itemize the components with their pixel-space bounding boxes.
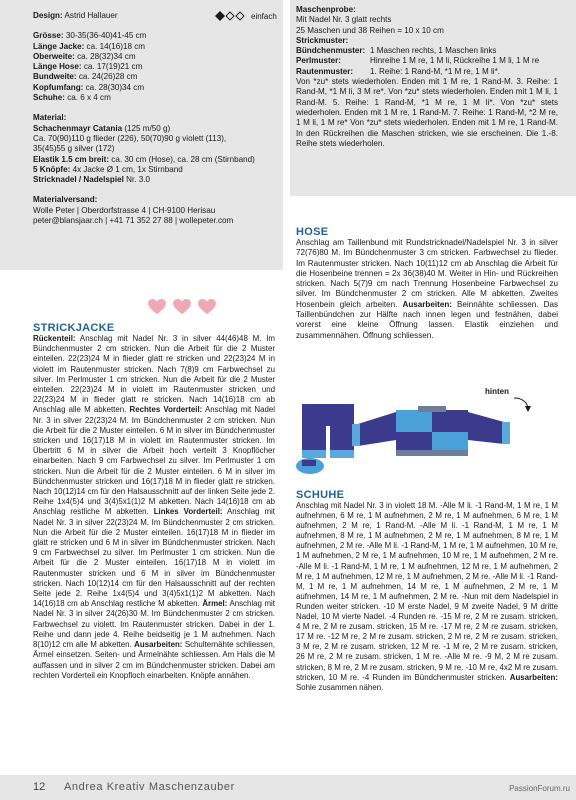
material-line3: 35(45)55 g silver (172) [33, 144, 115, 154]
raute-row [296, 67, 558, 77]
probe-title: Maschenprobe: [296, 5, 356, 14]
size-label: Länge Hose: [33, 62, 82, 72]
raute-text: Von *zu* stets wiederholen. Enden mit 1 M re, 1 Rand-M. 3. Reihe: 1 Rand-M, *1 M li, 3 M re*. Von *zu* stets wiederholen. Enden mit 1 M li, 1 Rand-M. 5. Reihe: 1 Rand-M, *1 M re, 1 M li*. Von *zu* stets wiederholen. Enden mit 1 M re, 1 Rand-M. 7. Reihe: 1 Rand-M, *2 M re, 1 M li, 1 M re* Von *zu* stets wiederholen. Enden mit 1 M re, 1 Rand-M. In den Rückreihen die Maschen stricken, wie sie erscheinen. Die 1.-8. Reihe stets wiederholen. [296, 77, 558, 148]
size-label: Bundweite: [33, 72, 77, 82]
aermel-label: Ärmel: [202, 599, 228, 609]
size-row [33, 42, 275, 52]
buendchen-label: Bündchenmuster: [296, 46, 366, 56]
perl-value: Hinreihe 1 M re, 1 M li, Rückreihe 1 M li, 1 M re [370, 56, 540, 66]
difficulty-diamonds-icon [215, 11, 245, 21]
probe-line2: 25 Maschen und 38 Reihen = 10 x 10 cm [296, 25, 444, 35]
aermel-text: Anschlag mit Nadel Nr. 3 in silver 24(26)30 M. Im Bündchenmuster 2 cm stricken. Farbwechsel zu violett. Im Rautenmuster stricken. Dabei in der 1. Reihe und dann jede 4. Reihe beidseitig je 1 M aufnehmen. Nach 8(10)12 cm alle M abketten. [33, 599, 275, 650]
nadel-text: Nr. 3.0 [123, 175, 150, 185]
size-row [33, 93, 275, 103]
strickmuster-title: Strickmuster: [296, 35, 349, 45]
versand-line2: peter@blansjaar.ch | +41 71 352 27 88 | wollepeter.com [33, 216, 234, 226]
size-row [33, 52, 275, 62]
material-yarn: Schachenmayr Catania [33, 123, 123, 133]
page-number: 12 [33, 781, 46, 793]
knoepfe-text: 4x Jacke Ø 1 cm, 1x Stirnband [70, 164, 183, 174]
design-value: Astrid Hallauer [64, 11, 118, 20]
knitted-set-photo [292, 394, 568, 480]
raute-value: 1. Reihe: 1 Rand-M, *1 M re, 1 M li*. [370, 66, 500, 76]
schuhe-text: Anschlag mit Nadel Nr. 3 in violett 18 M. -Alle M li. -1 Rand-M, 1 M re, 1 M aufnehmen, 6 M re, 1 M aufnehmen, 2 M re, 1 M aufnehmen, 6 M re, 1 M aufnehmen, 2 M re, 1 Rand-M. -Alle M li. -1 Rand-M, 1 M re, 1 M aufnehmen, 8 M re, 1 M aufnehmen, 2 M re, 1 M aufnehmen, 8 M re, 1 M aufnehmen, 2 M re. -Alle M li. -1 Rand-M, 1 M re, 1 M aufnehmen, 10 M re, 1 M aufnehmen, 2 M re, 1 M aufnehmen, 10 M re, 1 M aufnehmen, 2 M re. -Alle M li. -1 Rand-M, 1 M re, 1 M aufnehmen, 12 M re, 1 M aufnehmen, 2 M re, 1 M aufnehmen, 12 M re, 1 M aufnehmen, 2 M re. -Alle M li. -1 Rand-M, 1 M re, 1 M aufnehmen, 14 M re, 1 M aufnehmen, 2 M re, 1 M aufnehmen, 14 M re, 1 M aufnehmen, 2 M re. -Nun mit dem Nadelspiel in Runden weiter stricken. -10 M erste Nadel, 9 M zweite Nadel, 9 M dritte Nadel, 10 M vierte Nadel. -4 Runden re. -15 M re, 2 M re zusam. stricken, 4 M re, 2 M re zusam. stricken, 15 M re. -17 M re, 2 M re zusam. stricken, 17 M re. -12 M re, 2 M re zusam. stricken, 2 M re, 2 M re zusam. stricken, 3 M re, 2 M re zusam. stricken, 12 M re. -1 M re, 2 M re zusam. stricken, 26 M re, 2 M re zusam. stricken, 1 M re. -Alle M re. -9 M, 2 M re zusam. stricken, 8 M re, 2 M re zusam. stricken, 9 M re. -10 M re, 4x2 M re zusam. stricken, 10 M re. -4 Runden im Bündchenmuster stricken. [296, 501, 558, 682]
heart-ornament [148, 299, 216, 315]
schuhe-section [296, 489, 558, 693]
heart-icon [173, 299, 191, 315]
linkes-vorderteil-text: Anschlag mit Nadel Nr. 3 in silver 22(23)24 M. Im Bündchenmuster 2 cm stricken. Nun die Arbeit für die 2 Muster einteilen. 16(17)18 M in flieder im glatt re stricken und 6 M in silver im Bündchenmuster stricken. Nach 9 cm Farbwechsel zu silver. Im Perlmuster 1 cm stricken. Nun die Arbeit für die 2 Muster einteilen. 16(17)18 M in violett im Rautenmuster stricken und 6 M in silver im Bündchenmuster stricken. Nach 10(12)14 cm für den Halsausschnitt auf der rechten Seite jede 2. Reihe 1x4(5)4 und 3(4)5x1(1)2 M abketten. Nach 14(16)18 cm ab Anschlag restliche M abketten. [33, 507, 275, 609]
elastik-text: ca. 30 cm (Hose), ca. 28 cm (Stirnband) [109, 154, 255, 164]
ausarbeiten-label: Ausarbeiten: [134, 640, 183, 650]
versand-title: Materialversand: [33, 195, 98, 205]
size-value: 30-35(36-40)41-45 cm [65, 31, 147, 41]
perl-label: Perlmuster: [296, 56, 341, 66]
watermark: PassionForum.ru [509, 784, 570, 793]
heart-icon [148, 299, 166, 315]
material-title: Material: [33, 113, 67, 123]
difficulty-label: einfach [251, 11, 277, 21]
rechtes-vorderteil-label: Rechtes Vorderteil: [129, 405, 203, 415]
linkes-vorderteil-label: Linkes Vorderteil: [153, 507, 223, 517]
schuhe-ausarbeiten-label: Ausarbeiten: [509, 672, 558, 682]
strickjacke-section [33, 322, 275, 681]
hose-ausarbeiten-label: Ausarbeiten: [402, 299, 452, 309]
design-label: Design: [33, 11, 63, 20]
rueckenteil-text: Anschlag mit Nadel Nr. 3 in silver 44(46)48 M. Im Bündchenmuster 2 cm stricken. Nun die Arbeit für die 2 Muster einteilen. 22(23)24 M in flieder glatt re stricken und 22(23)24 M in violett im Rautenmuster stricken. Nach 7(8)9 cm Farbwechsel zu silver. Im Perlmuster 1 cm stricken. Nun die Arbeit für die 2 Muster einteilen. 22(23)24 M in violett im Rautenmuster stricken und 22(23)24 M in flieder glatt re stricken. Nach 14(16)18 cm ab Anschlag alle M abketten. [33, 334, 275, 415]
buendchen-row [296, 46, 558, 56]
perl-row [296, 56, 558, 66]
size-value: ca. 6 x 4 cm [67, 93, 111, 103]
material-yarn-rest: (125 m/50 g) [122, 123, 171, 133]
page-footer [0, 775, 576, 800]
size-label: Kopfumfang: [33, 82, 84, 92]
sizes-list [33, 31, 275, 103]
left-info [33, 11, 275, 226]
size-value: ca. 28(30)34 cm [85, 82, 145, 92]
nadel-label: Stricknadel / Nadelspiel [33, 175, 124, 185]
hose-text: Anschlag am Taillenbund mit Rundstricknadel/Nadelspiel Nr. 3 in silver 72(76)80 M. Im Bündchenmuster 3 cm stricken. Farbwechsel zu flieder. Im Rautenmuster stricken. Nach 10(11)12 cm ab Anschlag die Arbeit für die Hosenbeine trennen = 2x 36(38)40 M. Weiter in Hin- und Rückreihen stricken. Nach 5(7)9 cm nach Trennung Hosenbeine Farbwechsel zu silver. Im Bündchenmuster 2 cm stricken. Alle M abketten. Zweites Hosenbein gleich arbeiten. [296, 238, 558, 309]
knoepfe-label: 5 Knöpfe: [33, 164, 71, 174]
size-value: ca. 28(32)34 cm [77, 51, 136, 61]
ausarbeiten-text: Schulternähte schliessen, Ärmel einsetzen. Seiten- und Ärmelnähte schliessen. Am Hals die M auffassen und in silver 2 cm im Bündchenmuster stricken. Dabei am rechten Vorderteil ein Knopfloch einarbeiten. Knöpfe annähen. [33, 640, 275, 680]
size-row [33, 72, 275, 82]
difficulty-rating [215, 11, 277, 21]
size-value: ca. 24(26)28 cm [78, 72, 138, 82]
material-line2: Ca. 70(90)110 g flieder (226), 50(70)90 g violett (113), [33, 133, 227, 143]
schuhe-ausarbeiten-text: Sohle zusammen nähen. [296, 682, 384, 692]
size-value: ca. 17(19)21 cm [83, 62, 143, 72]
elastik-label: Elastik 1.5 cm breit: [33, 154, 110, 164]
size-row [33, 31, 275, 41]
rueckenteil-label: Rückenteil: [33, 334, 76, 343]
size-label: Länge Jacke: [33, 41, 85, 51]
size-row [33, 83, 275, 93]
right-info [296, 5, 558, 149]
hose-section [296, 226, 558, 341]
hose-ausarbeiten-text: Beinnähte schliessen. Das Taillenbündchen zur Hälfte nach innen legen und festnähen, dabei vorerst eine kleine Öffnung lassen. Elastik einziehen und zusammennähen. Öffnung schliessen. [296, 299, 558, 340]
schuhe-title: SCHUHE [296, 489, 345, 501]
versand-line1: Wolle Peter | Oberdorfstrasse 4 | CH-9100 Herisau [33, 205, 216, 215]
rechtes-vorderteil-text: Anschlag mit Nadel Nr. 3 in silver 22(23)24 M. Im Bündchenmuster 2 cm stricken. Nun die Arbeit für die 2 Muster einteilen. 6 M in silver im Bündchenmuster stricken und 16(17)18 M in violett im Rautenmuster stricken. Im Übertritt 6 M in silver die Arbeit hoch verteilt 3 Knopflöcher einarbeiten. Nach 9 cm Farbwechsel zu silver. Im Perlmuster 1 cm stricken. Nun die Arbeit für die 2 Muster einteilen. 6 M in silver im Bündchenmuster stricken und 16(17)18 M in flieder glatt re stricken. Nach 10(12)14 cm für den Halsausschnitt auf der linken Seite jede 2. Reihe 1x4(5)4 und 3(4)5x1(1)2 M abketten. Nach 14(16)18 cm ab Anschlag restliche M abketten. [33, 405, 275, 517]
raute-label: Rautenmuster: [296, 66, 354, 76]
hose-title: HOSE [296, 226, 329, 238]
buendchen-value: 1 Maschen rechts, 1 Maschen links [370, 46, 497, 56]
size-row [33, 62, 275, 72]
size-label: Grösse: [33, 31, 64, 41]
probe-line1: Mit Nadel Nr. 3 glatt rechts [296, 15, 392, 25]
size-label: Schuhe: [33, 93, 65, 103]
size-value: ca. 14(16)18 cm [86, 41, 146, 51]
strickjacke-title: STRICKJACKE [33, 322, 115, 334]
size-label: Oberweite: [33, 51, 75, 61]
photo-label: hinten [485, 387, 509, 396]
heart-icon [198, 299, 216, 315]
magazine-title: Andrea Kreativ Maschenzauber [64, 781, 235, 793]
